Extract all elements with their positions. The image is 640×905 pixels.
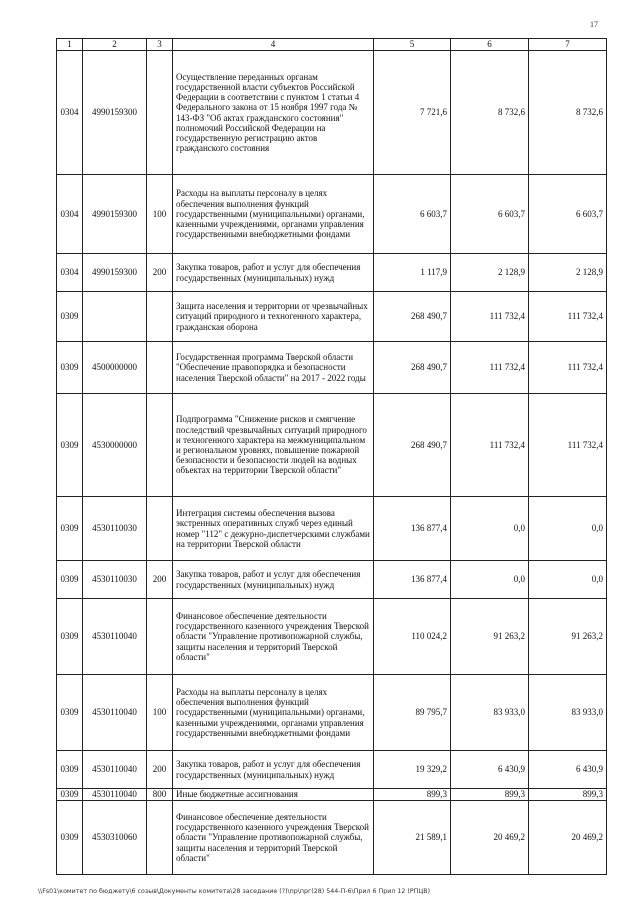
amount-col5-cell: 6 603,7: [374, 175, 451, 254]
target-article-cell: 4530110030: [83, 497, 147, 561]
target-article-cell: 4990159300: [83, 51, 147, 175]
amount-col5-cell: 136 877,4: [374, 497, 451, 561]
section-code-cell: 0309: [57, 561, 83, 599]
section-code-cell: 0309: [57, 801, 83, 875]
description-cell: Осуществление переданных органам государственной власти субъектов Российской Федерации в соответствии с пунктом 1 статьи 4 Федерального закона от 15 ноября 1997 года № 143-ФЗ "Об актах гражданского состояния" полномочий Российской Федерации на государственную регистрацию актов гражданского состояния: [173, 51, 374, 175]
target-article-cell: 4990159300: [83, 175, 147, 254]
expense-type-cell: [147, 342, 173, 394]
amount-col6-cell: 111 732,4: [451, 292, 529, 342]
expense-type-cell: 100: [147, 175, 173, 254]
amount-col6-cell: 83 933,0: [451, 675, 529, 751]
target-article-cell: 4530110040: [83, 675, 147, 751]
amount-col6-cell: 0,0: [451, 561, 529, 599]
expense-type-cell: [147, 497, 173, 561]
table-row: [57, 561, 607, 599]
description-cell: Финансовое обеспечение деятельности государственного казенного учреждения Тверской области "Управление противопожарной службы, защиты населения и территорий Тверской области": [173, 599, 374, 675]
amount-col7-cell: 6 430,9: [529, 751, 607, 789]
expense-type-cell: 800: [147, 789, 173, 801]
amount-col6-cell: 91 263,2: [451, 599, 529, 675]
section-code-cell: 0309: [57, 599, 83, 675]
section-code-cell: 0304: [57, 254, 83, 292]
expense-type-cell: [147, 51, 173, 175]
table-row: [57, 292, 607, 342]
section-code-cell: 0309: [57, 394, 83, 497]
header-cell-6: 6: [451, 39, 529, 51]
description-cell: Государственная программа Тверской области "Обеспечение правопорядка и безопасности населения Тверской области" на 2017 - 2022 годы: [173, 342, 374, 394]
amount-col5-cell: 21 589,1: [374, 801, 451, 875]
amount-col5-cell: 7 721,6: [374, 51, 451, 175]
amount-col6-cell: 6 603,7: [451, 175, 529, 254]
table-row: [57, 801, 607, 875]
amount-col6-cell: 6 430,9: [451, 751, 529, 789]
target-article-cell: 4530000000: [83, 394, 147, 497]
amount-col7-cell: 0,0: [529, 497, 607, 561]
header-cell-3: 3: [147, 39, 173, 51]
expense-type-cell: [147, 801, 173, 875]
table-row: [57, 675, 607, 751]
expense-type-cell: 200: [147, 751, 173, 789]
amount-col5-cell: 19 329,2: [374, 751, 451, 789]
table-header-row: [57, 39, 607, 51]
description-cell: Закупка товаров, работ и услуг для обеспечения государственных (муниципальных) нужд: [173, 254, 374, 292]
amount-col7-cell: 6 603,7: [529, 175, 607, 254]
amount-col7-cell: 111 732,4: [529, 394, 607, 497]
description-cell: Закупка товаров, работ и услуг для обеспечения государственных (муниципальных) нужд: [173, 561, 374, 599]
target-article-cell: 4530310060: [83, 801, 147, 875]
section-code-cell: 0304: [57, 175, 83, 254]
table-row: [57, 497, 607, 561]
amount-col6-cell: 8 732,6: [451, 51, 529, 175]
section-code-cell: 0309: [57, 789, 83, 801]
amount-col7-cell: 111 732,4: [529, 342, 607, 394]
table-row: [57, 175, 607, 254]
amount-col5-cell: 89 795,7: [374, 675, 451, 751]
amount-col5-cell: 268 490,7: [374, 342, 451, 394]
expense-type-cell: 200: [147, 254, 173, 292]
target-article-cell: 4530110040: [83, 599, 147, 675]
table-row: [57, 789, 607, 801]
amount-col7-cell: 2 128,9: [529, 254, 607, 292]
table-row: [57, 599, 607, 675]
header-cell-5: 5: [374, 39, 451, 51]
section-code-cell: 0309: [57, 292, 83, 342]
amount-col6-cell: 2 128,9: [451, 254, 529, 292]
amount-col7-cell: 83 933,0: [529, 675, 607, 751]
expense-type-cell: [147, 292, 173, 342]
amount-col5-cell: 110 024,2: [374, 599, 451, 675]
description-cell: Финансовое обеспечение деятельности государственного казенного учреждения Тверской области "Управление противопожарной службы, защиты населения и территорий Тверской области": [173, 801, 374, 875]
section-code-cell: 0309: [57, 751, 83, 789]
amount-col5-cell: 899,3: [374, 789, 451, 801]
target-article-cell: 4530110040: [83, 751, 147, 789]
header-cell-2: 2: [83, 39, 147, 51]
table-row: [57, 751, 607, 789]
target-article-cell: 4990159300: [83, 254, 147, 292]
amount-col7-cell: 0,0: [529, 561, 607, 599]
amount-col5-cell: 1 117,9: [374, 254, 451, 292]
description-cell: Иные бюджетные ассигнования: [173, 789, 374, 801]
table-row: [57, 51, 607, 175]
amount-col6-cell: 0,0: [451, 497, 529, 561]
description-cell: Подпрограмма "Снижение рисков и смягчение последствий чрезвычайных ситуаций природного и техногенного характера на межмуниципальном и региональном уровнях, повышение пожарной безопасности и безопасности людей на водных объектах на территории Тверской области": [173, 394, 374, 497]
amount-col7-cell: 8 732,6: [529, 51, 607, 175]
table-row: [57, 342, 607, 394]
target-article-cell: 4530110040: [83, 789, 147, 801]
amount-col5-cell: 268 490,7: [374, 292, 451, 342]
description-cell: Закупка товаров, работ и услуг для обеспечения государственных (муниципальных) нужд: [173, 751, 374, 789]
amount-col7-cell: 91 263,2: [529, 599, 607, 675]
amount-col5-cell: 268 490,7: [374, 394, 451, 497]
description-cell: Защита населения и территории от чрезвычайных ситуаций природного и техногенного характера, гражданская оборона: [173, 292, 374, 342]
table-row: [57, 394, 607, 497]
description-cell: Расходы на выплаты персоналу в целях обеспечения выполнения функций государственными (муниципальными) органами, казенными учреждениями, органами управления государственными внебюджетными фондами: [173, 675, 374, 751]
section-code-cell: 0304: [57, 51, 83, 175]
description-cell: Расходы на выплаты персоналу в целях обеспечения выполнения функций государственными (муниципальными) органами, казенными учреждениями, органами управления государственными внебюджетными фондами: [173, 175, 374, 254]
expense-type-cell: [147, 599, 173, 675]
page-number: 17: [590, 20, 598, 29]
footer-file-path: \\Fs01\комитет по бюджету\6 созыв\Документы комитета\28 заседание (?)\пр\прг(28) 544-П-6\Прил 6 Прил 12 (РПЦВ): [38, 888, 431, 895]
target-article-cell: 4500000000: [83, 342, 147, 394]
section-code-cell: 0309: [57, 342, 83, 394]
header-cell-7: 7: [529, 39, 607, 51]
amount-col6-cell: 20 469,2: [451, 801, 529, 875]
amount-col6-cell: 111 732,4: [451, 394, 529, 497]
table-row: [57, 254, 607, 292]
header-cell-4: 4: [173, 39, 374, 51]
amount-col6-cell: 111 732,4: [451, 342, 529, 394]
target-article-cell: 4530110030: [83, 561, 147, 599]
section-code-cell: 0309: [57, 675, 83, 751]
description-cell: Интеграция системы обеспечения вызова экстренных оперативных служб через единый номер "112" с дежурно-диспетчерскими службами на территории Тверской области: [173, 497, 374, 561]
amount-col7-cell: 20 469,2: [529, 801, 607, 875]
amount-col5-cell: 136 877,4: [374, 561, 451, 599]
section-code-cell: 0309: [57, 497, 83, 561]
expense-type-cell: [147, 394, 173, 497]
header-cell-1: 1: [57, 39, 83, 51]
amount-col7-cell: 899,3: [529, 789, 607, 801]
budget-table: [56, 38, 607, 875]
amount-col6-cell: 899,3: [451, 789, 529, 801]
expense-type-cell: 100: [147, 675, 173, 751]
target-article-cell: [83, 292, 147, 342]
expense-type-cell: 200: [147, 561, 173, 599]
amount-col7-cell: 111 732,4: [529, 292, 607, 342]
